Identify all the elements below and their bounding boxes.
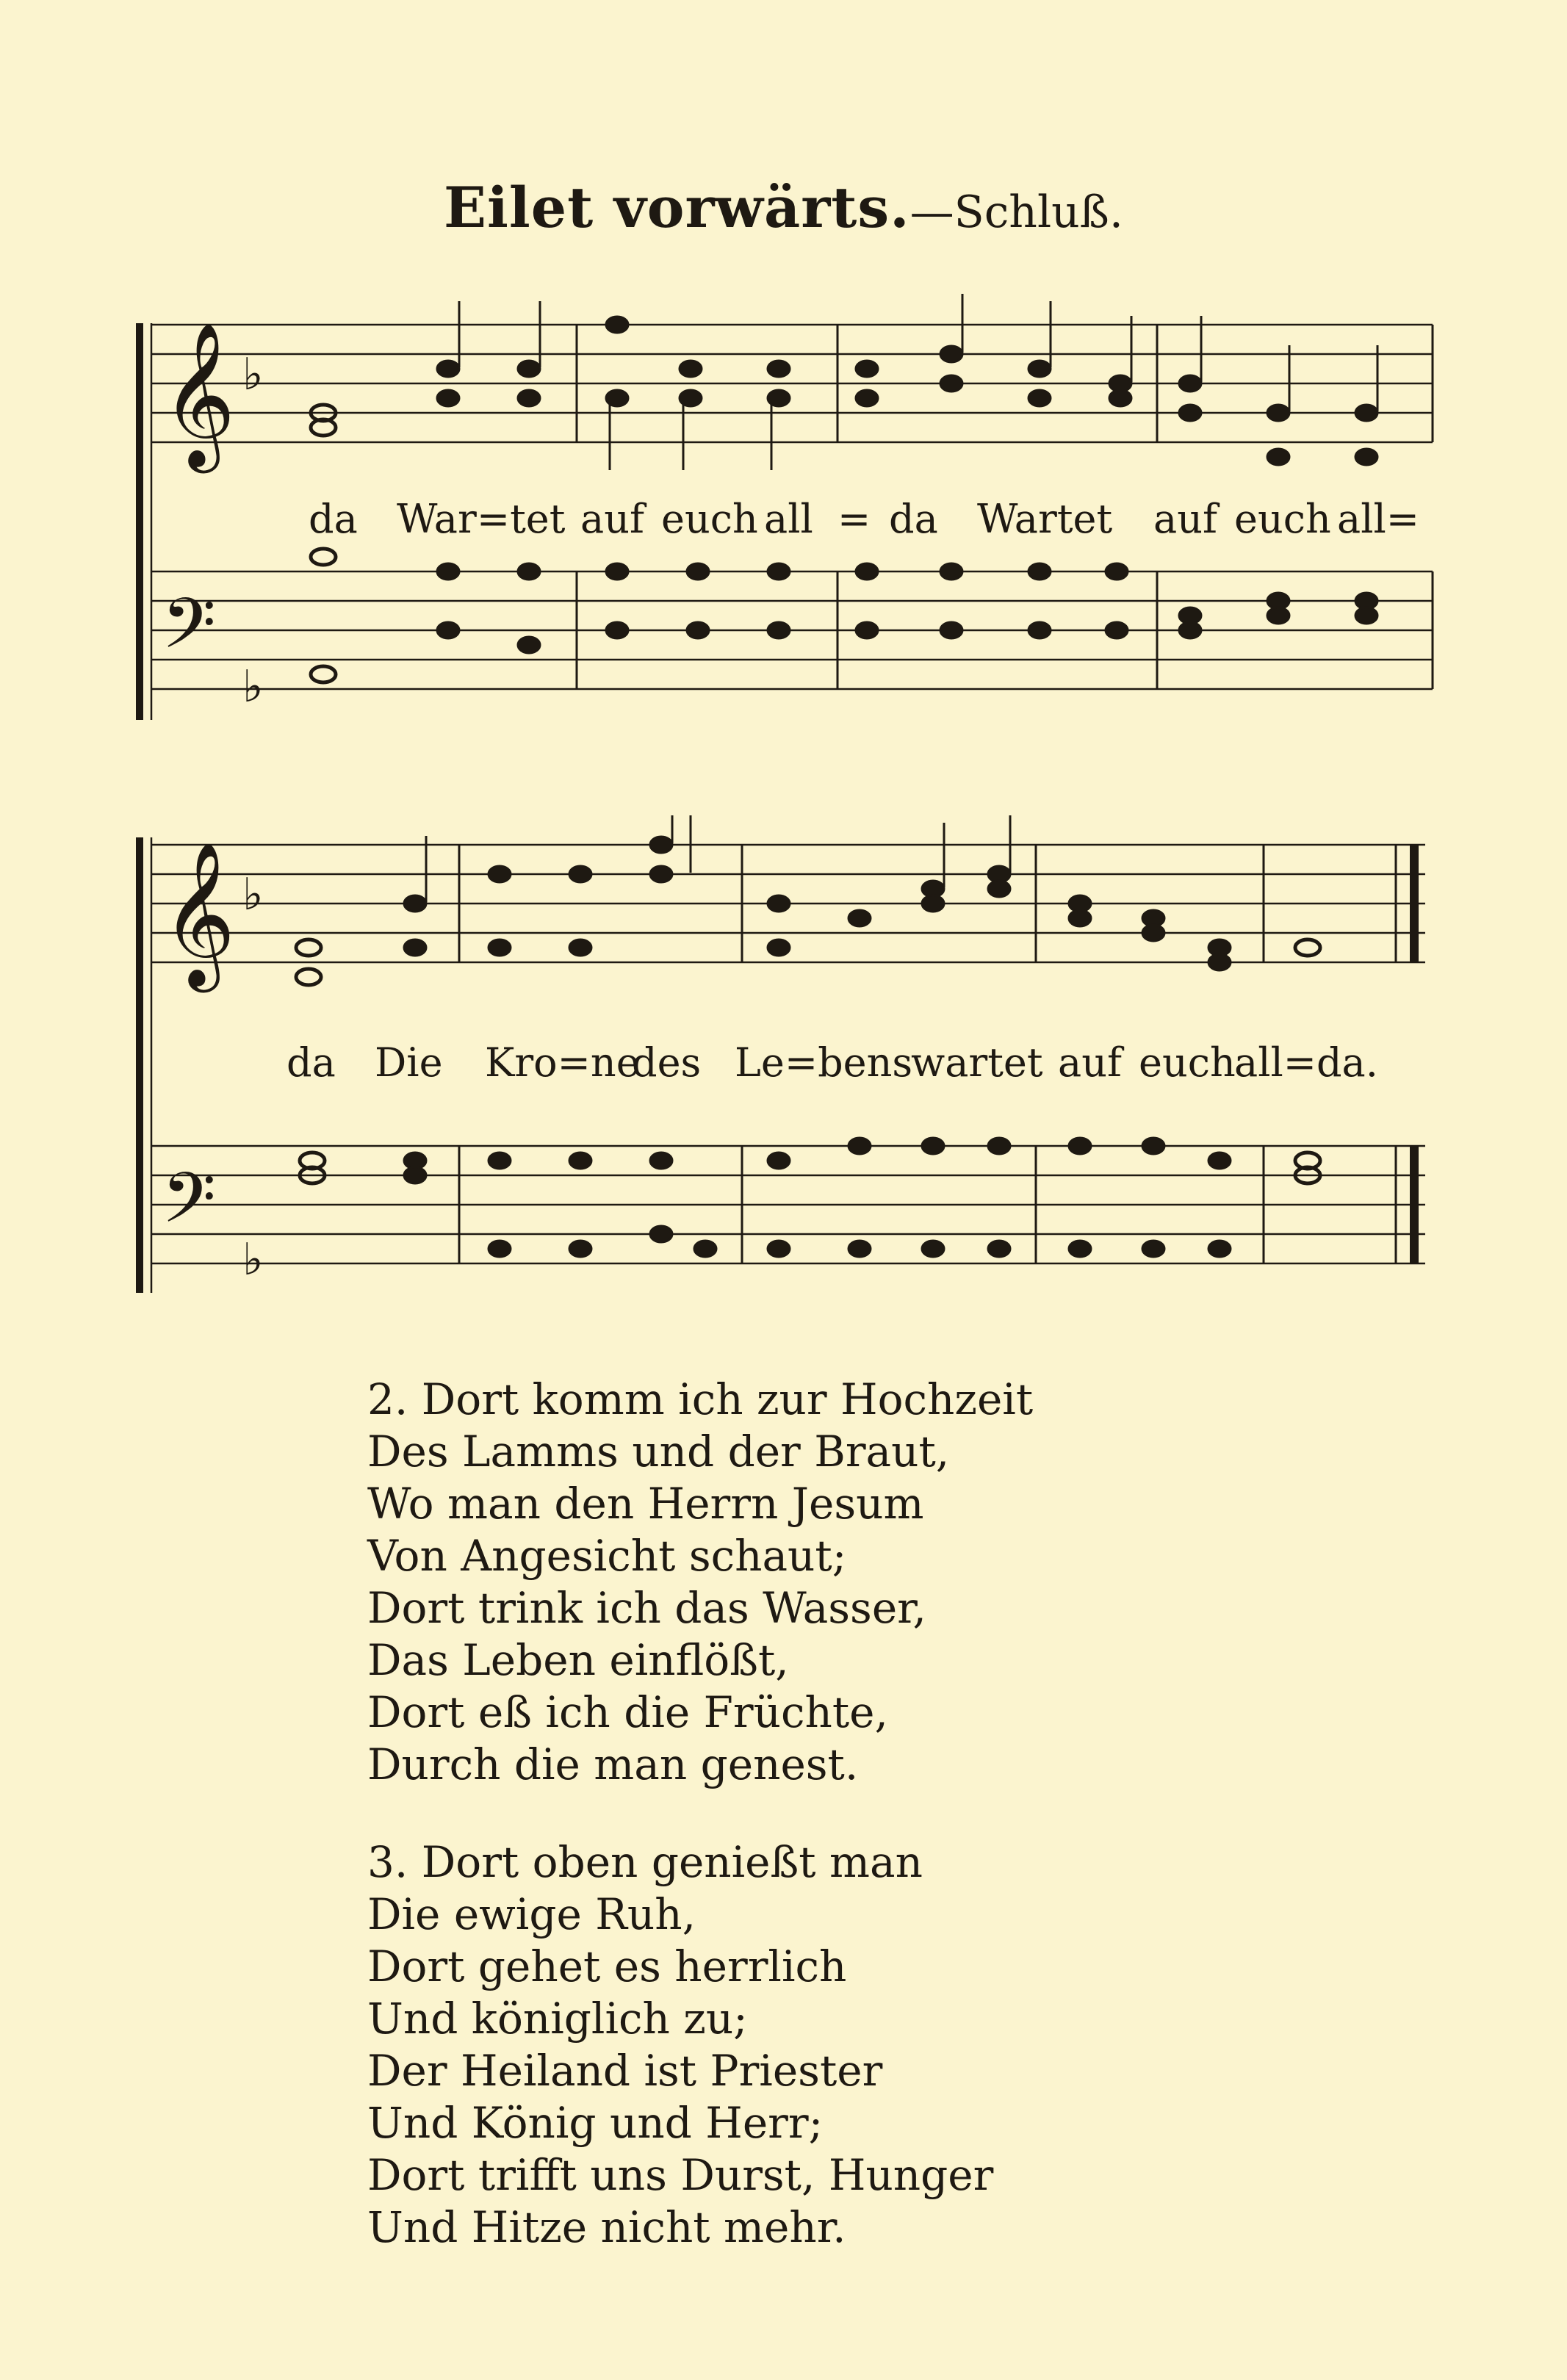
verse-line: 3. Dort oben genießt man — [367, 1837, 923, 1887]
verse-2 — [367, 1374, 1033, 1791]
verse-line: Dort trink ich das Wasser, — [367, 1583, 926, 1633]
song-title-line — [0, 175, 1567, 240]
treble-clef-icon: 𝄞 — [162, 841, 236, 987]
verse-line: Dort gehet es herrlich — [367, 1941, 847, 1991]
verse-line: Das Leben einflößt, — [367, 1635, 789, 1685]
verse-line: Des Lamms und der Braut, — [367, 1427, 950, 1476]
lyric-syllable: = — [837, 496, 871, 542]
verse-line: Dort eß ich die Früchte, — [367, 1687, 888, 1737]
bass-clef-icon: 𝄢 — [162, 1158, 216, 1256]
lyric-syllable: War=tet — [397, 496, 566, 542]
treble-clef-icon: 𝄞 — [162, 322, 236, 467]
lyric-syllable: all= — [1337, 496, 1419, 542]
lyric-syllable: wartet — [911, 1039, 1043, 1086]
flat-sign-icon: ♭ — [242, 869, 264, 920]
bass-clef-icon: 𝄢 — [162, 583, 216, 682]
verse-line: Und königlich zu; — [367, 1994, 748, 2044]
song-title: Eilet vorwärts. — [444, 175, 910, 240]
lyric-syllable: all — [764, 496, 813, 542]
lyric-syllable: da — [889, 496, 938, 542]
flat-sign-icon: ♭ — [242, 1234, 264, 1285]
flat-sign-icon: ♭ — [242, 661, 264, 713]
lyric-syllable: auf — [1153, 496, 1217, 542]
flat-sign-icon: ♭ — [242, 349, 264, 400]
verse-line: 2. Dort komm ich zur Hochzeit — [367, 1374, 1034, 1424]
lyric-syllable: all=da. — [1234, 1039, 1378, 1086]
verses-block — [367, 1374, 1033, 2299]
lyric-syllable: auf — [1058, 1039, 1122, 1086]
lyric-syllable: euch — [661, 496, 758, 542]
lyric-syllable: Die — [375, 1039, 443, 1086]
lyric-syllable: da — [287, 1039, 336, 1086]
lyric-syllable: euch — [1234, 496, 1331, 542]
lyric-syllable: des — [632, 1039, 702, 1086]
lyric-syllable: Le=bens — [735, 1039, 913, 1086]
verse-line: Durch die man genest. — [367, 1739, 859, 1789]
verse-line: Die ewige Ruh, — [367, 1889, 696, 1939]
lyric-syllable: euch — [1139, 1039, 1236, 1086]
verse-line: Der Heiland ist Priester — [367, 2046, 883, 2096]
song-subtitle: —Schluß. — [909, 187, 1123, 238]
music-system-1 — [132, 294, 1455, 749]
verse-line: Wo man den Herrn Jesum — [367, 1479, 924, 1529]
lyric-syllable: auf — [580, 496, 644, 542]
verse-line: Und Hitze nicht mehr. — [367, 2202, 846, 2252]
verse-line: Dort trifft uns Durst, Hunger — [367, 2150, 994, 2200]
verse-line: Von Angesicht schaut; — [367, 1531, 847, 1581]
verse-line: Und König und Herr; — [367, 2098, 824, 2148]
music-system-2 — [132, 815, 1455, 1315]
lyric-syllable: da — [309, 496, 358, 542]
verse-3 — [367, 1836, 1033, 2254]
lyric-syllable: Wartet — [977, 496, 1113, 542]
lyric-syllable: Kro=ne — [485, 1039, 640, 1086]
